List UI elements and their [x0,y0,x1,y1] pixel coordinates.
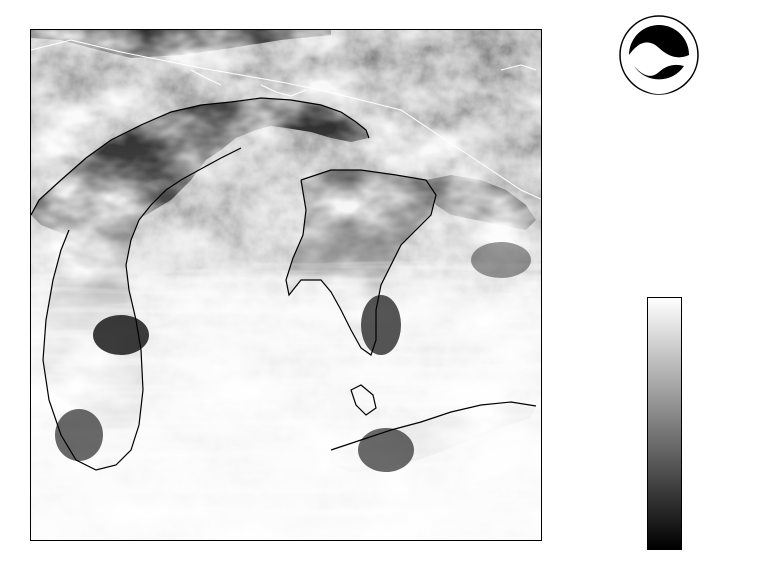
noaa-logo [618,14,700,96]
reflectance-colorbar [647,297,682,550]
satellite-map [31,30,542,541]
satellite-image [30,29,542,541]
